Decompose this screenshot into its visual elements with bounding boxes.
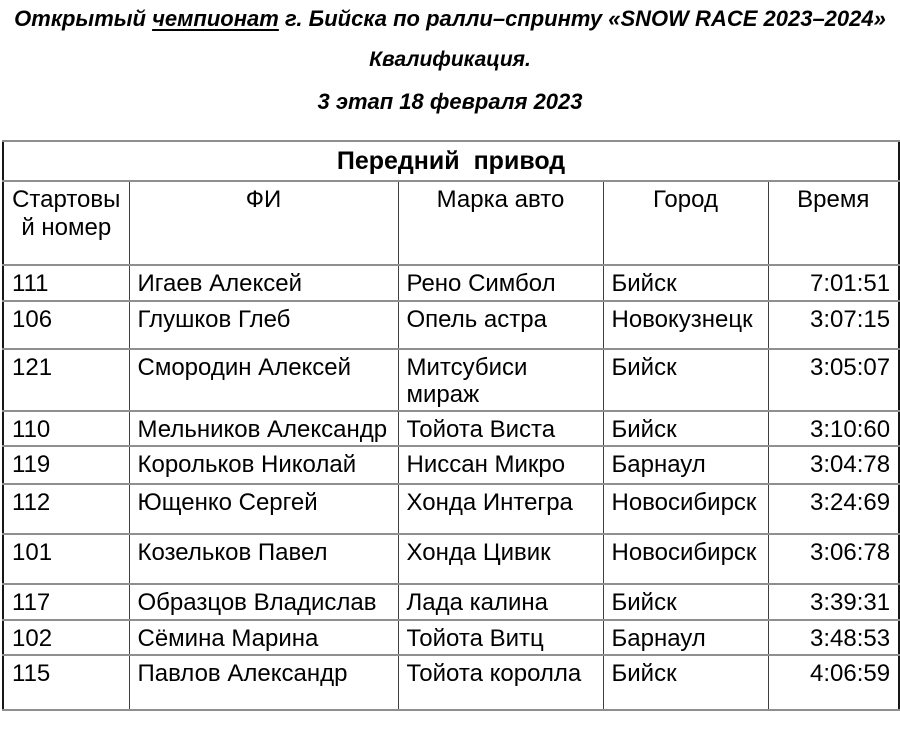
car-cell: Ниссан Микро [398, 446, 603, 484]
city-text: Барнаул [611, 624, 706, 652]
table-header-row [3, 181, 899, 265]
driver-name-cell: Мельников Александр [129, 411, 398, 446]
city-text: Бийск [611, 588, 677, 616]
column-header-time: Время [768, 181, 899, 265]
city-text: Бийск [611, 415, 677, 443]
table-row [3, 484, 899, 534]
document-title [0, 7, 900, 31]
document-subtitle-stage-date: 3 этап 18 февраля 2023 [317, 89, 583, 115]
table-row [3, 411, 899, 446]
start-number-cell: 111 [3, 265, 129, 300]
time-cell: 3:10:60 [768, 411, 899, 446]
driver-name-cell: Образцов Владислав [129, 584, 398, 620]
column-header-start-number-label: Стартовый номер [12, 186, 121, 241]
document-header [0, 0, 900, 114]
title-part-post: г. Бийска по ралли–спринту «SNOW RACE 2023–2024» [278, 6, 886, 31]
city-text: Бийск [611, 660, 677, 688]
table-row [3, 349, 899, 411]
city-cell [603, 484, 768, 534]
table-row [3, 655, 899, 710]
city-cell [603, 655, 768, 710]
car-cell: Хонда Цивик [398, 534, 603, 584]
city-text: Новосибирск [611, 488, 757, 516]
time-cell: 3:05:07 [768, 349, 899, 411]
time-cell: 4:06:59 [768, 655, 899, 710]
city-cell [603, 620, 768, 655]
city-text: Бийск [611, 353, 677, 381]
table-row [3, 265, 899, 300]
time-cell: 3:24:69 [768, 484, 899, 534]
city-text: Бийск [611, 270, 677, 298]
driver-name-cell: Ющенко Сергей [129, 484, 398, 534]
start-number-cell: 115 [3, 655, 129, 710]
start-number-cell: 110 [3, 411, 129, 446]
time-cell: 7:01:51 [768, 265, 899, 300]
time-cell: 3:07:15 [768, 301, 899, 349]
driver-name-cell: Смородин Алексей [129, 349, 398, 411]
car-cell: Тойота Витц [398, 620, 603, 655]
time-cell: 3:06:78 [768, 534, 899, 584]
driver-name-cell: Корольков Николай [129, 446, 398, 484]
driver-name-cell: Глушков Глеб [129, 301, 398, 349]
table-row [3, 301, 899, 349]
column-header-start-number [3, 181, 129, 265]
start-number-cell: 101 [3, 534, 129, 584]
document-subtitle-qualification: Квалификация. [369, 48, 531, 72]
city-cell [603, 349, 768, 411]
table-row [3, 534, 899, 584]
car-cell: Тойота Виста [398, 411, 603, 446]
car-cell: Рено Симбол [398, 265, 603, 300]
title-part-pre: Открытый [14, 6, 153, 31]
table-group-header-row [3, 141, 899, 181]
start-number-cell: 106 [3, 301, 129, 349]
city-cell [603, 265, 768, 300]
city-cell [603, 534, 768, 584]
start-number-cell: 102 [3, 620, 129, 655]
car-cell: Опель астра [398, 301, 603, 349]
column-header-name: ФИ [129, 181, 398, 265]
city-cell [603, 301, 768, 349]
table-row [3, 584, 899, 620]
table-row [3, 446, 899, 484]
start-number-cell: 112 [3, 484, 129, 534]
column-header-city: Город [603, 181, 768, 265]
car-cell: Лада калина [398, 584, 603, 620]
start-number-cell: 117 [3, 584, 129, 620]
group-title: Передний привод [3, 141, 899, 181]
time-cell: 3:39:31 [768, 584, 899, 620]
city-cell [603, 584, 768, 620]
car-cell: Тойота королла [398, 655, 603, 710]
results-table [2, 140, 900, 711]
car-cell: Хонда Интегра [398, 484, 603, 534]
city-text: Барнаул [611, 450, 706, 478]
city-cell [603, 411, 768, 446]
column-header-car: Марка авто [398, 181, 603, 265]
start-number-cell: 119 [3, 446, 129, 484]
driver-name-cell: Сёмина Марина [129, 620, 398, 655]
time-cell: 3:04:78 [768, 446, 899, 484]
city-text: Новокузнецк [611, 305, 753, 333]
time-cell: 3:48:53 [768, 620, 899, 655]
driver-name-cell: Козельков Павел [129, 534, 398, 584]
start-number-cell: 121 [3, 349, 129, 411]
city-text: Новосибирск [611, 538, 757, 566]
city-cell [603, 446, 768, 484]
driver-name-cell: Павлов Александр [129, 655, 398, 710]
title-part-underlined: чемпионат [152, 6, 279, 31]
table-row [3, 620, 899, 655]
car-cell: Митсубиси мираж [398, 349, 603, 411]
driver-name-cell: Игаев Алексей [129, 265, 398, 300]
